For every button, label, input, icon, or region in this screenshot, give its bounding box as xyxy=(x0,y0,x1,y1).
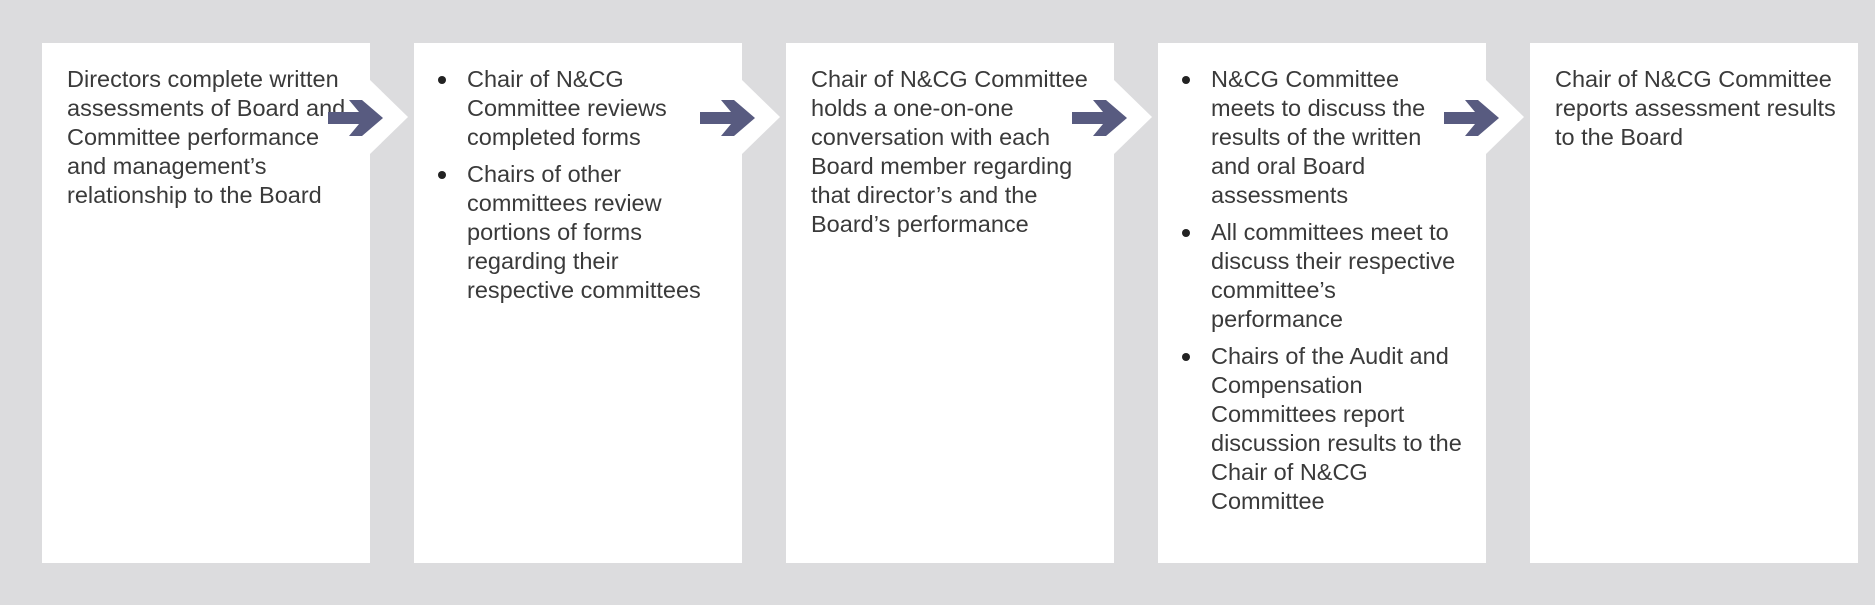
step-4-list xyxy=(1180,65,1466,516)
arrow-right-icon xyxy=(1444,96,1502,140)
step-4-bullet-3: Chairs of the Audit and Compensation Committees report discussion results to the Chair of N&CG Committee xyxy=(1180,342,1466,516)
step-5-text: Chair of N&CG Committee reports assessment results to the Board xyxy=(1555,66,1836,150)
arrow-right-icon xyxy=(1072,96,1130,140)
step-4-bullet-2: All committees meet to discuss their respective committee’s performance xyxy=(1180,218,1466,334)
arrow-right-icon xyxy=(700,96,758,140)
step-4-panel xyxy=(1158,43,1486,563)
step-1-text: Directors complete written assessments of Board and Committee performance and management’s relationship to the Board xyxy=(67,66,346,208)
step-2-panel xyxy=(414,43,742,563)
step-3-text: Chair of N&CG Committee holds a one-on-one conversation with each Board member regarding that director’s and the Board’s performance xyxy=(811,66,1088,237)
step-3-panel xyxy=(786,43,1114,563)
step-2-bullet-1: Chair of N&CG Committee reviews completed forms xyxy=(436,65,722,152)
step-1-panel xyxy=(42,43,370,563)
step-4-bullet-1: N&CG Committee meets to discuss the results of the written and oral Board assessments xyxy=(1180,65,1466,210)
step-2-list xyxy=(436,65,722,305)
step-5-panel xyxy=(1530,43,1858,563)
step-2-bullet-2: Chairs of other committees review portions of forms regarding their respective committees xyxy=(436,160,722,305)
arrow-right-icon xyxy=(328,96,386,140)
